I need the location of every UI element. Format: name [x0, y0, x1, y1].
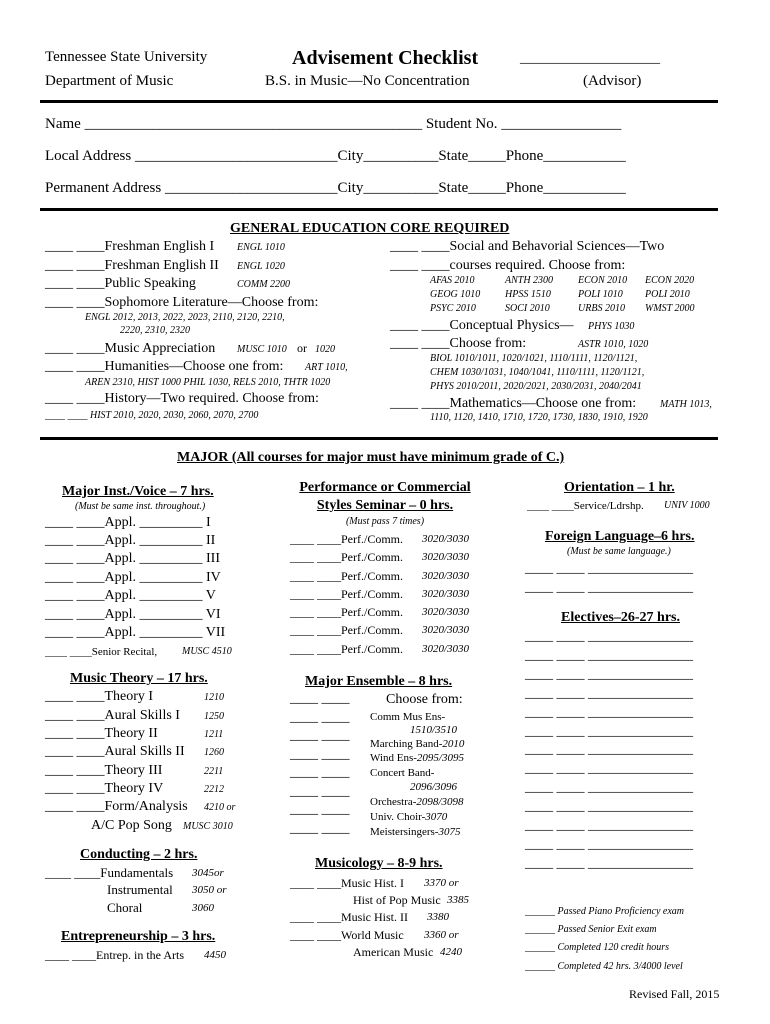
sophomore-literature-options-2: 2220, 2310, 2320: [120, 325, 190, 336]
musicology-code: 3385: [447, 894, 469, 906]
theory-course-code: 1211: [204, 729, 224, 740]
ensemble-option: [370, 827, 460, 838]
conceptual-physics-code: PHYS 1030: [588, 321, 635, 332]
entrepreneurship-title: Entrepreneurship – 3 hrs.: [61, 929, 216, 944]
language-row[interactable]: ____ ____ _______________: [525, 580, 693, 595]
perf-title-2: Styles Seminar – 0 hrs.: [316, 498, 454, 513]
social-code: ECON 2010: [578, 275, 628, 286]
electives-title: Electives–26-27 hrs.: [561, 610, 680, 625]
social-code: PSYC 2010: [430, 303, 476, 314]
social-code: AFAS 2010: [430, 275, 475, 286]
local-address-line[interactable]: Local Address ___________________________City__________State_____Phone___________: [45, 148, 626, 164]
social-code: GEOG 1010: [430, 289, 481, 300]
freshman-english-2-code: ENGL 1020: [237, 261, 285, 272]
perf-seminar-code: 3020/3030: [422, 570, 470, 582]
applied-lesson[interactable]: ____ ____Appl. _________ VII: [45, 625, 226, 640]
gen-ed-divider: [40, 437, 718, 440]
conducting-course: Choral: [107, 900, 143, 915]
major-inst-note: (Must be same inst. throughout.): [75, 501, 206, 512]
program-subtitle: B.S. in Music—No Concentration: [265, 73, 470, 89]
ensemble-option-code: 3070: [425, 811, 448, 823]
musicology-course[interactable]: ____ ____World Music: [290, 928, 404, 942]
social-code: ECON 2020: [645, 275, 695, 286]
ensemble-option-code: 2096/3096: [410, 781, 458, 793]
theory-course-code: 2211: [204, 766, 224, 777]
musicology-course: American Music: [353, 945, 434, 959]
header-divider: [40, 100, 718, 103]
history[interactable]: ____ ____History—Two required. Choose from:: [45, 391, 319, 406]
ensemble-option-code: 2095/3095: [416, 752, 464, 764]
elective-row[interactable]: ____ ____ _______________: [525, 685, 693, 701]
ensemble-option-code: 2010: [442, 738, 465, 750]
revision-note: Revised Fall, 2015: [629, 987, 720, 1001]
social-sciences-2[interactable]: ____ ____courses required. Choose from:: [390, 258, 626, 273]
elective-row[interactable]: ____ ____ _______________: [525, 780, 693, 796]
ensemble-option-label: Concert Band-: [370, 767, 435, 779]
social-code: SOCI 2010: [505, 303, 550, 314]
ensemble-option: [410, 782, 457, 793]
perf-seminar-code: 3020/3030: [422, 643, 470, 655]
applied-lesson[interactable]: ____ ____Appl. _________ V: [45, 588, 216, 603]
musicology-code: 3380: [427, 911, 449, 923]
checkpoint[interactable]: ______ Completed 120 credit hours: [525, 942, 670, 953]
elective-row[interactable]: ____ ____ _______________: [525, 761, 693, 777]
page-title: Advisement Checklist: [292, 47, 479, 69]
perf-note: (Must pass 7 times): [345, 516, 425, 527]
mathematics-options: 1110, 1120, 1410, 1710, 1720, 1730, 1830, 1910, 1920: [430, 412, 648, 423]
perf-seminar-row[interactable]: ____ ____Perf./Comm.: [290, 587, 403, 601]
ensemble-option: [370, 768, 434, 779]
elective-row[interactable]: ____ ____ _______________: [525, 704, 693, 720]
ensemble-blank[interactable]: ____ ____: [290, 802, 350, 817]
ensemble-option: [370, 753, 464, 764]
advisor-field[interactable]: ____________________: [520, 51, 660, 66]
senior-recital[interactable]: ____ ____Senior Recital,: [45, 646, 158, 658]
applied-lesson[interactable]: ____ ____Appl. _________ III: [45, 551, 220, 566]
theory-course-code: 2212: [204, 784, 224, 795]
info-divider: [40, 208, 718, 211]
checkpoint[interactable]: ______ Passed Piano Proficiency exam: [525, 906, 685, 917]
theory-course[interactable]: ____ ____Aural Skills II: [45, 744, 185, 759]
ensemble-option-label: Meistersingers-: [370, 826, 439, 838]
ensemble-title: Major Ensemble – 8 hrs.: [305, 674, 453, 689]
ensemble-option-label: Wind Ens-: [370, 752, 417, 764]
social-code: ANTH 2300: [505, 275, 554, 286]
elective-row[interactable]: ____ ____ _______________: [525, 647, 693, 663]
elective-row[interactable]: ____ ____ _______________: [525, 818, 693, 833]
science-choose-code: ASTR 1010, 1020: [578, 339, 649, 350]
orientation-course[interactable]: ____ ____Service/Ldrshp.: [527, 500, 644, 512]
social-code: WMST 2000: [645, 303, 695, 314]
applied-lesson[interactable]: ____ ____Appl. _________ I: [45, 515, 211, 530]
ensemble-blank[interactable]: ____ ____: [290, 691, 350, 706]
ensemble-blank[interactable]: ____ ____: [290, 820, 350, 836]
perf-title-1: Performance or Commercial: [299, 480, 471, 495]
theory-course[interactable]: ____ ____Form/Analysis: [45, 799, 188, 814]
elective-row[interactable]: ____ ____ _______________: [525, 666, 693, 682]
language-row[interactable]: ____ ____ _______________: [525, 561, 693, 576]
social-sciences-1[interactable]: ____ ____Social and Behavorial Sciences—Two: [390, 239, 665, 254]
musicology-course[interactable]: ____ ____Music Hist. I: [290, 876, 404, 890]
social-code: POLI 2010: [645, 289, 690, 300]
perf-seminar-row[interactable]: ____ ____Perf./Comm.: [290, 569, 403, 583]
music-appreciation-code-2: 1020: [315, 344, 335, 355]
ensemble-option-label: Univ. Choir-: [370, 811, 426, 823]
humanities-options: AREN 2310, HIST 1000 PHIL 1030, RELS 2010, THTR 1020: [85, 377, 331, 388]
ensemble-blank[interactable]: ____ ____: [290, 783, 350, 799]
public-speaking-code: COMM 2200: [237, 279, 291, 290]
pop-song: A/C Pop Song: [91, 818, 172, 833]
mathematics[interactable]: ____ ____Mathematics—Choose one from:: [390, 396, 637, 411]
ensemble-option: [410, 725, 457, 736]
theory-course-code: 4210 or: [204, 802, 236, 813]
social-code: HPSS 1510: [505, 289, 551, 300]
elective-row[interactable]: ____ ____ _______________: [525, 855, 693, 871]
ensemble-option: [370, 797, 463, 808]
ensemble-blank[interactable]: ____ ____: [290, 746, 350, 762]
ensemble-option-code: 1510/3510: [410, 724, 458, 736]
ensemble-option: [370, 739, 464, 750]
university-name: Tennessee State University: [45, 49, 208, 65]
theory-course[interactable]: ____ ____Theory II: [45, 726, 158, 741]
perf-seminar-row[interactable]: ____ ____Perf./Comm.: [290, 550, 403, 564]
ensemble-option-label: Orchestra-: [370, 796, 417, 808]
science-choose[interactable]: ____ ____Choose from:: [390, 336, 527, 351]
elective-row[interactable]: ____ ____ _______________: [525, 629, 693, 644]
major-inst-title: Major Inst./Voice – 7 hrs.: [62, 484, 214, 499]
conducting-course[interactable]: ____ ____Fundamentals: [45, 865, 174, 880]
advisor-label: (Advisor): [583, 73, 642, 89]
music-theory-title: Music Theory – 17 hrs.: [70, 671, 208, 686]
sophomore-literature[interactable]: ____ ____Sophomore Literature—Choose from:: [45, 295, 319, 310]
science-options-1: BIOL 1010/1011, 1020/1021, 1110/1111, 1120/1121,: [430, 353, 638, 364]
science-options-2: CHEM 1030/1031, 1040/1041, 1110/1111, 1120/1121,: [430, 367, 645, 378]
name-field-line[interactable]: Name _____________________________________________ Student No. ________________: [45, 116, 622, 132]
music-appreciation-code: MUSC 1010: [237, 344, 287, 355]
perf-seminar-row[interactable]: ____ ____Perf./Comm.: [290, 605, 403, 619]
musicology-course[interactable]: ____ ____Music Hist. II: [290, 910, 408, 924]
checkpoint[interactable]: ______ Passed Senior Exit exam: [525, 924, 657, 935]
elective-row[interactable]: ____ ____ _______________: [525, 799, 693, 815]
orientation-title: Orientation – 1 hr.: [564, 480, 675, 495]
ensemble-choose: Choose from:: [386, 692, 463, 707]
elective-row[interactable]: ____ ____ _______________: [525, 723, 693, 739]
theory-course[interactable]: ____ ____Theory III: [45, 763, 163, 778]
perf-seminar-code: 3020/3030: [422, 606, 470, 618]
ensemble-option: [370, 712, 445, 723]
ensemble-option-label: Marching Band-: [370, 738, 443, 750]
theory-course[interactable]: ____ ____Aural Skills I: [45, 708, 180, 723]
ensemble-option-code: 3075: [438, 826, 461, 838]
entrepreneurship-course[interactable]: ____ ____Entrep. in the Arts: [45, 948, 184, 962]
humanities-code: ART 1010,: [305, 362, 348, 373]
pop-song-code: MUSC 3010: [183, 821, 233, 832]
ensemble-option: [370, 812, 447, 823]
mathematics-code: MATH 1013,: [660, 399, 712, 410]
permanent-address-line[interactable]: Permanent Address _______________________City__________State_____Phone___________: [45, 180, 626, 196]
conducting-course-code: 3060: [192, 902, 214, 914]
musicology-course: Hist of Pop Music: [353, 893, 441, 907]
conceptual-physics[interactable]: ____ ____Conceptual Physics—: [390, 318, 574, 333]
foreign-language-title: Foreign Language–6 hrs.: [545, 529, 695, 544]
music-appreciation-or: or: [297, 341, 307, 355]
science-options-3: PHYS 2010/2011, 2020/2021, 2030/2031, 2040/2041: [430, 381, 642, 392]
checkpoint[interactable]: ______ Completed 42 hrs. 3/4000 level: [525, 961, 683, 972]
music-appreciation[interactable]: ____ ____Music Appreciation: [45, 341, 216, 356]
theory-course-code: 1250: [204, 711, 224, 722]
theory-course-code: 1260: [204, 747, 224, 758]
gen-ed-title: GENERAL EDUCATION CORE REQUIRED: [230, 221, 510, 236]
perf-seminar-row[interactable]: ____ ____Perf./Comm.: [290, 642, 403, 656]
musicology-code: 3370 or: [424, 877, 459, 889]
applied-lesson[interactable]: ____ ____Appl. _________ IV: [45, 570, 221, 585]
conducting-course: Instrumental: [107, 882, 173, 897]
major-title: MAJOR (All courses for major must have minimum grade of C.): [177, 450, 565, 465]
ensemble-blank[interactable]: ____ ____: [290, 728, 350, 743]
foreign-language-note: (Must be same language.): [567, 546, 671, 557]
perf-seminar-code: 3020/3030: [422, 533, 470, 545]
perf-seminar-code: 3020/3030: [422, 624, 470, 636]
theory-course[interactable]: ____ ____Theory IV: [45, 781, 164, 796]
history-options[interactable]: ____ ____ HIST 2010, 2020, 2030, 2060, 2070, 2700: [45, 410, 259, 421]
humanities[interactable]: ____ ____Humanities—Choose one from:: [45, 359, 284, 374]
social-code: POLI 1010: [578, 289, 623, 300]
senior-recital-code: MUSC 4510: [182, 646, 232, 657]
musicology-code: 4240: [440, 946, 462, 958]
musicology-title: Musicology – 8-9 hrs.: [315, 856, 443, 871]
public-speaking[interactable]: ____ ____Public Speaking: [45, 276, 196, 291]
orientation-code: UNIV 1000: [664, 500, 710, 511]
freshman-english-2[interactable]: ____ ____Freshman English II: [45, 258, 219, 273]
conducting-title: Conducting – 2 hrs.: [80, 847, 198, 862]
ensemble-option-label: Comm Mus Ens-: [370, 711, 446, 723]
freshman-english-1-code: ENGL 1010: [237, 242, 285, 253]
perf-seminar-row[interactable]: ____ ____Perf./Comm.: [290, 623, 403, 637]
conducting-course-code: 3045or: [192, 867, 224, 879]
elective-row[interactable]: ____ ____ _______________: [525, 836, 693, 852]
department-name: Department of Music: [45, 73, 174, 89]
theory-course[interactable]: ____ ____Theory I: [45, 689, 154, 704]
musicology-code: 3360 or: [424, 929, 459, 941]
theory-course-code: 1210: [204, 692, 224, 703]
conducting-course-code: 3050 or: [192, 884, 227, 896]
applied-lesson[interactable]: ____ ____Appl. _________ II: [45, 533, 216, 548]
ensemble-option-code: 2098/3098: [416, 796, 464, 808]
entrepreneurship-code: 4450: [204, 949, 226, 961]
perf-seminar-code: 3020/3030: [422, 588, 470, 600]
freshman-english-1[interactable]: ____ ____Freshman English I: [45, 239, 215, 254]
applied-lesson[interactable]: ____ ____Appl. _________ VI: [45, 607, 221, 622]
sophomore-literature-options-1: ENGL 2012, 2013, 2022, 2023, 2110, 2120, 2210,: [85, 312, 285, 323]
elective-row[interactable]: ____ ____ _______________: [525, 742, 693, 758]
ensemble-blank[interactable]: ____ ____: [290, 709, 350, 725]
social-code: URBS 2010: [578, 303, 625, 314]
perf-seminar-code: 3020/3030: [422, 551, 470, 563]
perf-seminar-row[interactable]: ____ ____Perf./Comm.: [290, 532, 403, 546]
ensemble-blank[interactable]: ____ ____: [290, 765, 350, 780]
